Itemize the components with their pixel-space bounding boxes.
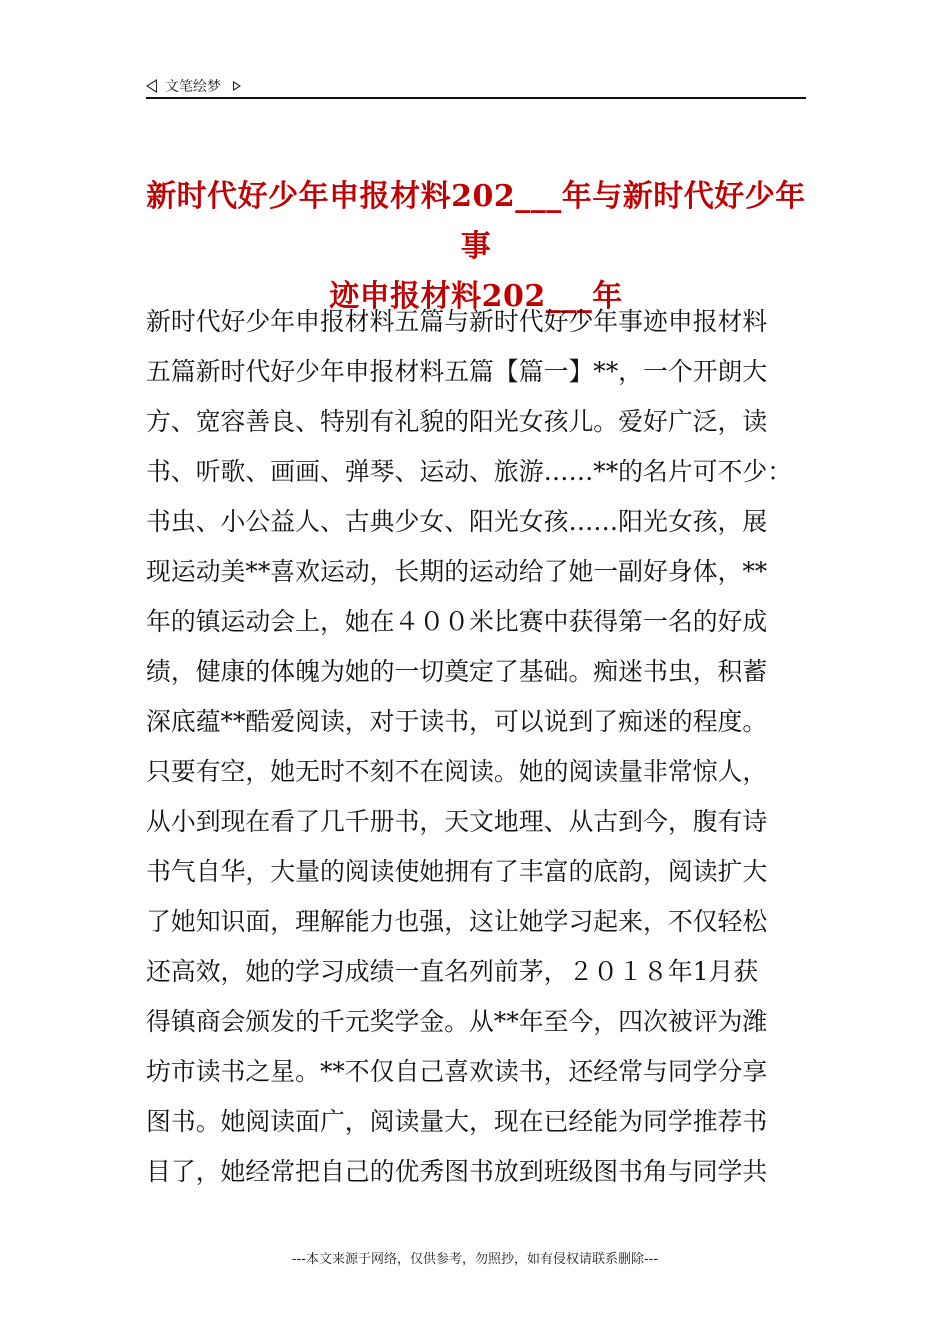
body-line: 现运动美**喜欢运动，长期的运动给了她一副好身体，**	[146, 557, 768, 586]
body-line: 方、宽容善良、特别有礼貌的阳光女孩儿。爱好广泛，读	[146, 407, 768, 436]
body-line: 目了，她经常把自己的优秀图书放到班级图书角与同学共	[146, 1157, 768, 1186]
body-line: 还高效，她的学习成绩一直名列前茅，２０１８年1月获	[146, 957, 759, 986]
body-line: 从小到现在看了几千册书，天文地理、从古到今，腹有诗	[146, 807, 768, 836]
body-line: 书、听歌、画画、弹琴、运动、旅游……**的名片可不少：	[146, 457, 793, 486]
title-line: 新时代好少年申报材料202___年与新时代好少年事	[146, 179, 806, 264]
body-paragraph	[146, 297, 810, 1197]
brand-name: 文笔绘梦	[165, 79, 221, 95]
body-line: 绩，健康的体魄为她的一切奠定了基础。痴迷书虫，积蓄	[146, 657, 768, 686]
body-line: 新时代好少年申报材料五篇与新时代好少年事迹申报材料	[146, 307, 768, 336]
body-line: 坊市读书之星。**不仅自己喜欢读书，还经常与同学分享	[146, 1057, 768, 1086]
triangle-left-icon	[146, 79, 157, 93]
body-line: 年的镇运动会上，她在４００米比赛中获得第一名的好成	[146, 607, 768, 636]
footer-disclaimer: ---本文来源于网络，仅供参考，勿照抄，如有侵权请联系删除---	[291, 1252, 659, 1267]
body-line: 书气自华，大量的阅读使她拥有了丰富的底韵，阅读扩大	[146, 857, 768, 886]
body-line: 书虫、小公益人、古典少女、阳光女孩……阳光女孩，展	[146, 507, 768, 536]
body-line: 深底蕴**酷爱阅读，对于读书，可以说到了痴迷的程度。	[146, 707, 768, 736]
title-line: 迹申报材料202___年	[329, 279, 623, 314]
body-line: 图书。她阅读面广，阅读量大，现在已经能为同学推荐书	[146, 1107, 768, 1136]
triangle-right-icon	[233, 81, 241, 91]
body-line: 得镇商会颁发的千元奖学金。从**年至今，四次被评为潍	[146, 1007, 768, 1036]
body-line: 五篇新时代好少年申报材料五篇【篇一】**，一个开朗大	[146, 357, 768, 386]
page-header	[146, 74, 806, 98]
header-divider	[146, 97, 806, 99]
body-line: 了她知识面，理解能力也强，这让她学习起来，不仅轻松	[146, 907, 768, 936]
body-line: 只要有空，她无时不刻不在阅读。她的阅读量非常惊人，	[146, 757, 768, 786]
